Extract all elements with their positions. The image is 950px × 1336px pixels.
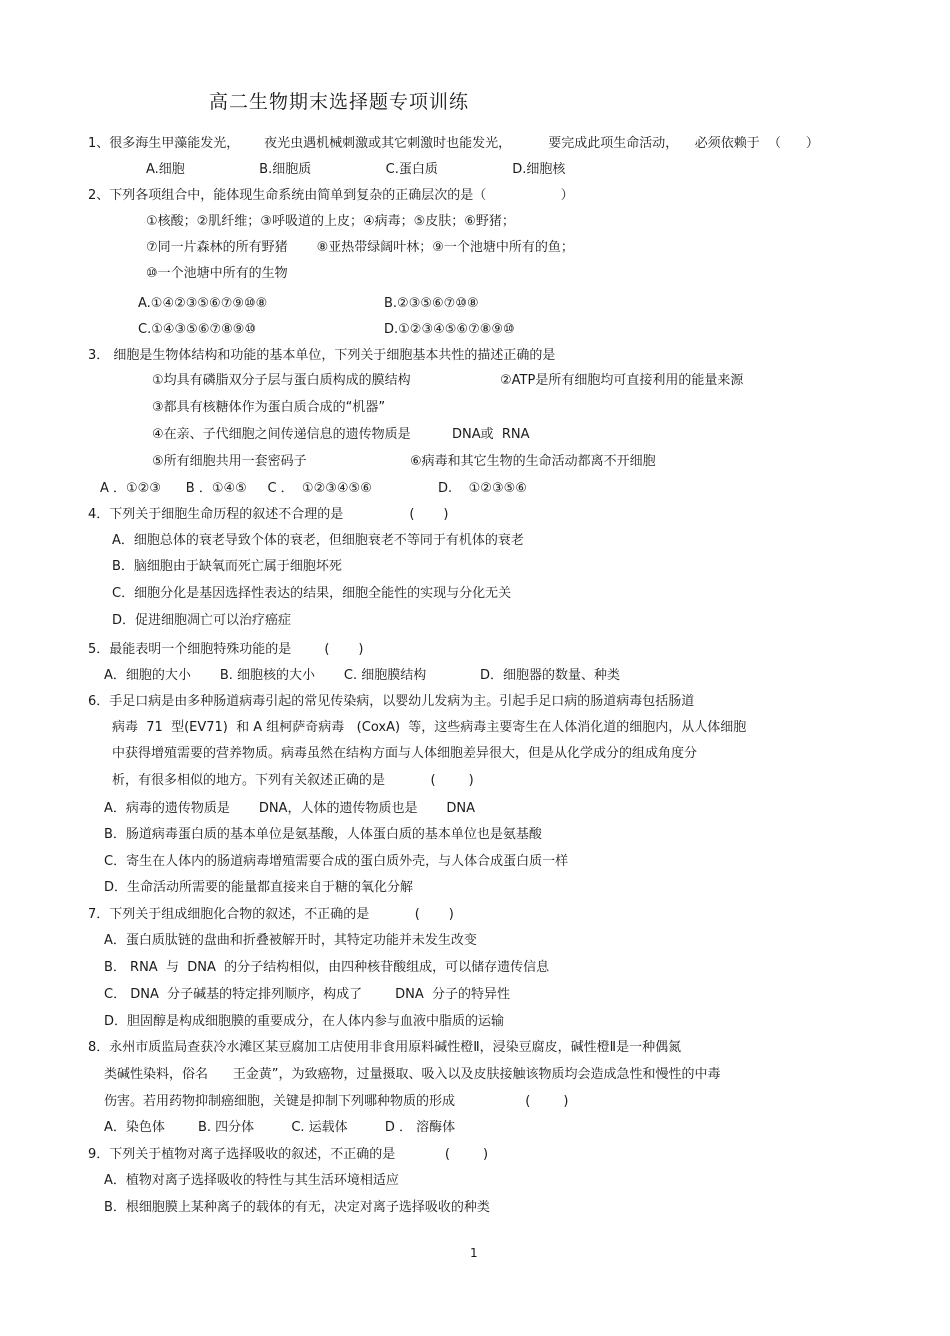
question-2-items-row-3: ⑩一个池塘中所有的生物 <box>146 266 288 281</box>
question-4-option-b: B．脑细胞由于缺氧而死亡属于细胞坏死 <box>112 559 342 574</box>
question-7-option-d: D．胆固醇是构成细胞膜的重要成分，在人体内参与血液中脂质的运输 <box>104 1014 505 1029</box>
question-4-option-d: D．促进细胞凋亡可以治疗癌症 <box>112 613 292 628</box>
question-6-option-a: A．病毒的遗传物质是 DNA，人体的遗传物质也是 DNA <box>104 801 476 816</box>
question-2-option-c: C.①④③⑤⑥⑦⑧⑨⑩ <box>138 322 257 337</box>
question-3-item-2: ②ATP是所有细胞均可直接利用的能量来源 <box>500 373 744 388</box>
question-2-option-b: B.②③⑤⑥⑦⑩⑧ <box>384 296 479 311</box>
question-8-stem-line-1: 8．永州市质监局查获冷水滩区某豆腐加工店使用非食用原料碱性橙Ⅱ，浸染豆腐皮，碱性橙Ⅱ是一种偶氮 <box>88 1040 682 1055</box>
question-3-item-6: ⑥病毒和其它生物的生命活动都离不开细胞 <box>410 454 656 469</box>
page-number: 1 <box>470 1246 478 1260</box>
question-6-stem-line-1: 6．手足口病是由多种肠道病毒引起的常见传染病，以婴幼儿发病为主。引起手足口病的肠道病毒包括肠道 <box>88 694 695 709</box>
question-5-options: A．细胞的大小 B. 细胞核的大小 C. 细胞膜结构 D．细胞器的数量、种类 <box>104 668 621 683</box>
question-7-option-a: A．蛋白质肽链的盘曲和折叠被解开时，其特定功能并未发生改变 <box>104 933 477 948</box>
question-4-option-a: A．细胞总体的衰老导致个体的衰老，但细胞衰老不等同于有机体的衰老 <box>112 533 524 548</box>
question-1-options: A.细胞 B.细胞质 C.蛋白质 D.细胞核 <box>146 162 566 177</box>
question-5-stem: 5．最能表明一个细胞特殊功能的是 ( ) <box>88 642 364 657</box>
question-8-stem-line-2: 类碱性染料，俗名 王金黄”，为致癌物，过量摄取、吸入以及皮肤接触该物质均会造成急性和慢性的中毒 <box>104 1067 721 1082</box>
question-6-stem-line-4: 析，有很多相似的地方。下列有关叙述正确的是 ( ) <box>112 773 474 788</box>
question-9-option-b: B．根细胞膜上某种离子的载体的有无，决定对离子选择吸收的种类 <box>104 1200 490 1215</box>
question-3-item-1: ①均具有磷脂双分子层与蛋白质构成的膜结构 <box>152 373 411 388</box>
question-3-item-4: ④在亲、子代细胞之间传递信息的遗传物质是 DNA或 RNA <box>152 427 530 442</box>
question-3-item-5: ⑤所有细胞共用一套密码子 <box>152 454 307 469</box>
question-2-items-row-1: ①核酸；②肌纤维；③呼吸道的上皮；④病毒；⑤皮肤；⑥野猪； <box>146 214 515 229</box>
question-8-stem-line-3: 伤害。若用药物抑制癌细胞，关键是抑制下列哪种物质的形成 ( ) <box>104 1094 569 1109</box>
question-7-stem: 7．下列关于组成细胞化合物的叙述，不正确的是 ( ) <box>88 907 454 922</box>
question-3-item-3: ③都具有核糖体作为蛋白质合成的“机器” <box>152 400 386 415</box>
question-3-stem: 3． 细胞是生物体结构和功能的基本单位，下列关于细胞基本共性的描述正确的是 <box>88 348 556 363</box>
question-2-stem: 2、下列各项组合中，能体现生命系统由简单到复杂的正确层次的是（ ） <box>88 188 574 203</box>
question-1-stem: 1、很多海生甲藻能发光， 夜光虫遇机械刺激或其它刺激时也能发光， 要完成此项生命活动， 必须依赖于 （ ） <box>88 136 819 151</box>
question-9-option-a: A．植物对离子选择吸收的特性与其生活环境相适应 <box>104 1173 399 1188</box>
question-2-items-row-2: ⑦同一片森林的所有野猪 ⑧亚热带绿阔叶林；⑨一个池塘中所有的鱼； <box>146 240 574 255</box>
question-6-stem-line-3: 中获得增殖需要的营养物质。病毒虽然在结构方面与人体细胞差异很大，但是从化学成分的组成角度分 <box>112 746 698 761</box>
question-2-option-a: A.①④②③⑤⑥⑦⑨⑩⑧ <box>138 296 268 311</box>
question-4-stem: 4．下列关于细胞生命历程的叙述不合理的是 ( ) <box>88 507 449 522</box>
question-7-option-c: C． DNA 分子碱基的特定排列顺序，构成了 DNA 分子的特异性 <box>104 987 511 1002</box>
question-6-option-d: D．生命活动所需要的能量都直接来自于糖的氧化分解 <box>104 880 414 895</box>
question-3-options: A ．①②③ B ．①④⑤ C ． ①②③④⑤⑥ D. ①②③⑤⑥ <box>100 481 527 496</box>
question-6-stem-line-2: 病毒 71 型(EV71) 和 A 组柯萨奇病毒 (CoxA) 等，这些病毒主要寄生在人体消化道的细胞内，从人体细胞 <box>112 720 747 735</box>
question-6-option-b: B．肠道病毒蛋白质的基本单位是氨基酸，人体蛋白质的基本单位也是氨基酸 <box>104 827 542 842</box>
question-2-option-d: D.①②③④⑤⑥⑦⑧⑨⑩ <box>384 322 515 337</box>
question-7-option-b: B． RNA 与 DNA 的分子结构相似，由四种核苷酸组成，可以储存遗传信息 <box>104 960 550 975</box>
question-4-option-c: C．细胞分化是基因选择性表达的结果，细胞全能性的实现与分化无关 <box>112 586 512 601</box>
question-6-option-c: C．寄生在人体内的肠道病毒增殖需要合成的蛋白质外壳，与人体合成蛋白质一样 <box>104 854 569 869</box>
question-9-stem: 9．下列关于植物对离子选择吸收的叙述，不正确的是 ( ) <box>88 1147 489 1162</box>
question-8-options: A．染色体 B. 四分体 C. 运载体 D ． 溶酶体 <box>104 1120 456 1135</box>
page-title: 高二生物期末选择题专项训练 <box>209 91 470 113</box>
